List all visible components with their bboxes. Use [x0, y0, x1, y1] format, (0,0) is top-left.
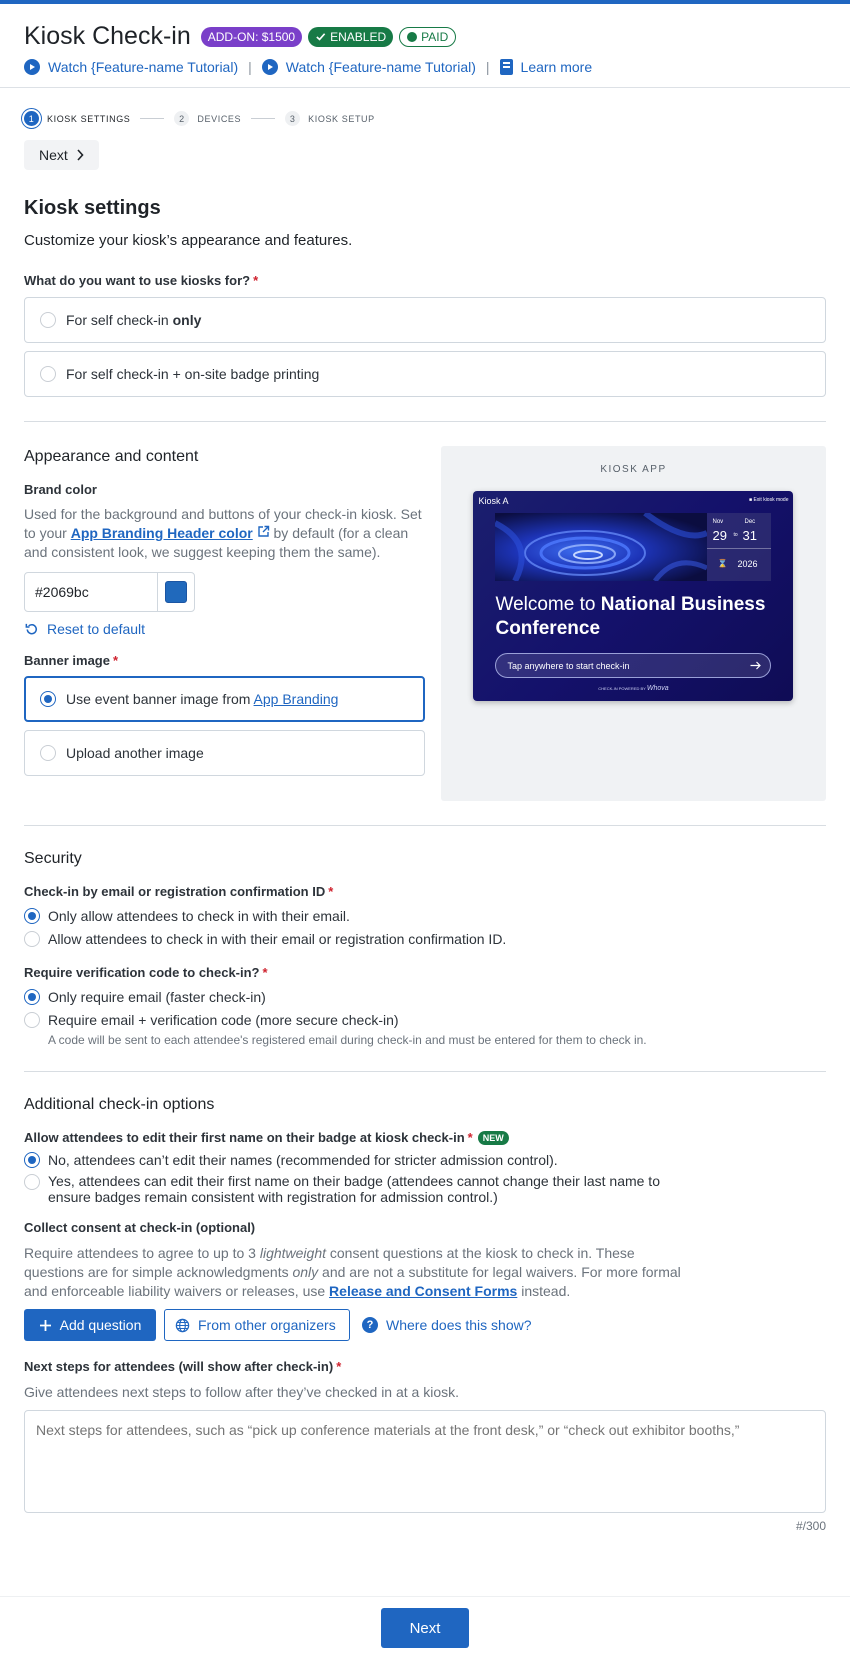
- step-number: 3: [285, 111, 300, 126]
- kiosk-powered-by: [473, 685, 793, 692]
- page-footer: [0, 1596, 850, 1663]
- header-links: [24, 59, 826, 75]
- chevron-right-icon: [76, 149, 84, 161]
- link-separator: |: [248, 59, 252, 75]
- kiosk-settings-title: Kiosk settings: [24, 197, 161, 219]
- from-other-organizers-button[interactable]: [164, 1309, 350, 1341]
- appearance-section: [24, 446, 826, 801]
- paid-badge-label: PAID: [421, 29, 449, 44]
- radio-button[interactable]: [40, 312, 56, 328]
- banner-label-text: Banner image: [24, 653, 110, 668]
- exit-kiosk-mode: [749, 497, 788, 503]
- use-question-label: [24, 273, 826, 288]
- verify-helper-text: A code will be sent to each attendee's registered email during check-in and must be entered for them to check in.: [48, 1033, 647, 1047]
- powered-by-brand: Whova: [646, 685, 669, 692]
- radio-button[interactable]: [40, 366, 56, 382]
- banner-option-1-label: [66, 691, 338, 707]
- verify-option-2-label: Require email + verification code (more secure check-in): [48, 1012, 399, 1028]
- lock-icon: ■: [749, 497, 753, 503]
- required-mark: *: [262, 965, 268, 980]
- paid-dot-icon: [407, 32, 417, 42]
- end-month: Dec: [744, 519, 756, 525]
- kiosk-event-dates: [707, 513, 771, 581]
- next-steps-label: [24, 1359, 826, 1374]
- help-icon: ?: [362, 1317, 378, 1333]
- character-counter: #/300: [795, 1519, 826, 1533]
- kiosk-preview-panel: [441, 446, 826, 801]
- edit-option-1-label: No, attendees can’t edit their names (recommended for stricter admission control).: [48, 1152, 558, 1168]
- add-question-button[interactable]: [24, 1309, 156, 1341]
- add-question-label: Add question: [59, 1317, 142, 1333]
- divider: [24, 421, 826, 422]
- tutorial-link-2-label: Watch {Feature-name Tutorial): [285, 59, 476, 75]
- radio-button-checked[interactable]: [24, 908, 40, 924]
- globe-icon: [175, 1318, 190, 1333]
- end-day: 31: [742, 528, 757, 543]
- brand-color-description: [24, 505, 425, 562]
- divider: [24, 825, 826, 826]
- next-steps-description: Give attendees next steps to follow after they’ve checked in at a kiosk.: [24, 1384, 460, 1400]
- consent-text-2: consent questions at the kiosk to check in. These questions are for simple acknowledgments: [24, 1245, 635, 1280]
- edit-name-label: [24, 1130, 826, 1145]
- link-separator: |: [485, 59, 490, 75]
- exit-kiosk-label: Exit kiosk mode: [753, 497, 789, 503]
- use-option-1-prefix: For self check-in: [66, 312, 173, 328]
- edit-option-no[interactable]: [24, 1152, 826, 1168]
- main-content: [0, 111, 850, 1533]
- verify-option-1-label: Only require email (faster check-in): [48, 989, 266, 1005]
- app-branding-link[interactable]: App Branding: [253, 691, 339, 707]
- step-connector: [251, 118, 275, 119]
- welcome-event-name: National Business Conference: [495, 594, 766, 639]
- banner-image-label: [24, 653, 425, 668]
- brand-color-picker: [24, 572, 195, 612]
- radio-button[interactable]: [24, 1012, 40, 1028]
- start-day: 29: [712, 528, 727, 543]
- tutorial-link-2[interactable]: [262, 59, 476, 75]
- banner-option-1-prefix: Use event banner image from: [66, 691, 254, 707]
- enabled-badge: [308, 27, 393, 47]
- verify-option-email-only[interactable]: [24, 989, 826, 1005]
- consent-italic-2: only: [292, 1264, 319, 1280]
- plus-icon: [39, 1319, 52, 1332]
- step-connector: [140, 118, 164, 119]
- tap-to-start-label: Tap anywhere to start check-in: [507, 660, 630, 671]
- verify-option-email-code[interactable]: [24, 1012, 826, 1028]
- use-question-text: What do you want to use kiosks for?: [24, 273, 251, 288]
- appearance-title: Appearance and content: [24, 448, 199, 465]
- edit-option-yes[interactable]: [24, 1173, 826, 1205]
- step-number: 1: [24, 111, 39, 126]
- release-consent-forms-link[interactable]: Release and Consent Forms: [329, 1283, 518, 1299]
- consent-text-4: instead.: [517, 1283, 571, 1299]
- radio-button-checked[interactable]: [24, 1152, 40, 1168]
- required-mark: *: [336, 1359, 342, 1374]
- step-label: KIOSK SETTINGS: [47, 113, 131, 124]
- play-circle-icon: [24, 59, 40, 75]
- banner-option-2-label: Upload another image: [66, 745, 204, 761]
- radio-button-checked[interactable]: [24, 989, 40, 1005]
- kiosk-preview-screen: [473, 491, 793, 701]
- kiosk-name: Kiosk A: [478, 496, 509, 506]
- checkin-option-2-label: Allow attendees to check in with their email or registration confirmation ID.: [48, 931, 507, 947]
- verification-text: Require verification code to check-in?: [24, 965, 260, 980]
- use-option-checkin-only[interactable]: [24, 297, 826, 343]
- kiosk-settings-subtitle: Customize your kiosk’s appearance and features.: [24, 232, 353, 249]
- hourglass-icon: ⌛: [717, 559, 728, 568]
- new-badge: NEW: [478, 1131, 509, 1145]
- reset-label: Reset to default: [47, 621, 146, 637]
- checkin-option-email-or-id[interactable]: [24, 931, 826, 947]
- color-swatch-button[interactable]: [158, 573, 194, 611]
- kiosk-welcome-text: [495, 593, 785, 641]
- banner-option-upload[interactable]: [24, 730, 425, 776]
- date-divider: [707, 548, 771, 549]
- consent-actions: [24, 1309, 826, 1341]
- use-option-1-label: [66, 312, 201, 328]
- tutorial-link-1-label: Watch {Feature-name Tutorial): [48, 59, 239, 75]
- banner-option-app-branding[interactable]: [24, 676, 425, 722]
- use-option-1-bold: only: [172, 312, 202, 328]
- use-option-2-label: For self check-in + on-site badge printing: [66, 366, 320, 382]
- radio-button[interactable]: [40, 745, 56, 761]
- step-kiosk-settings[interactable]: [24, 111, 130, 126]
- required-mark: *: [328, 884, 334, 899]
- radio-button-checked[interactable]: [40, 691, 56, 707]
- brand-desc-text-1: Used for the background and buttons of your check-in kiosk. Set to your: [24, 506, 422, 541]
- step-number: 2: [174, 111, 189, 126]
- page-title: Kiosk Check-in: [24, 22, 191, 50]
- kiosk-banner-image: [495, 513, 707, 581]
- verification-label: [24, 965, 826, 980]
- step-label: DEVICES: [197, 113, 242, 124]
- step-label: KIOSK SETUP: [308, 113, 375, 124]
- use-option-badge-printing[interactable]: [24, 351, 826, 397]
- reset-to-default-link[interactable]: [24, 621, 425, 637]
- stepper: [24, 111, 826, 126]
- enabled-badge-label: ENABLED: [330, 29, 387, 44]
- next-steps-text: Next steps for attendees (will show after check-in): [24, 1359, 334, 1374]
- checkin-option-1-label: Only allow attendees to check in with their email.: [48, 908, 350, 924]
- date-to: to: [733, 532, 738, 538]
- appearance-form: [24, 446, 425, 801]
- checkin-method-label: [24, 884, 826, 899]
- edit-name-text: Allow attendees to edit their first name on their badge at kiosk check-in: [24, 1130, 465, 1145]
- consent-text-3: and are not a substitute for legal waivers. For more formal and enforceable liability waivers or releases, use: [24, 1264, 681, 1299]
- start-month: Nov: [712, 519, 724, 525]
- additional-options-title: Additional check-in options: [24, 1096, 215, 1113]
- next-button-top[interactable]: [24, 140, 99, 170]
- from-organizers-label: From other organizers: [198, 1317, 336, 1333]
- event-year: 2026: [737, 559, 758, 569]
- color-swatch: [165, 581, 187, 603]
- where-does-this-show-link[interactable]: [362, 1317, 532, 1333]
- consent-description: [24, 1244, 684, 1301]
- checkin-option-email-only[interactable]: [24, 908, 826, 924]
- reset-icon: [24, 622, 39, 637]
- title-row: [24, 22, 826, 51]
- step-devices[interactable]: [174, 111, 241, 126]
- kiosk-preview-label: KIOSK APP: [600, 464, 667, 475]
- checkin-method-text: Check-in by email or registration confirmation ID: [24, 884, 326, 899]
- play-circle-icon: [262, 59, 278, 75]
- tutorial-link-1[interactable]: [24, 59, 238, 75]
- consent-text-1: Require attendees to agree to up to 3: [24, 1245, 260, 1261]
- consent-title: Collect consent at check-in (optional): [24, 1220, 256, 1235]
- check-icon: [315, 31, 326, 42]
- divider: [24, 1071, 826, 1072]
- powered-by-text: CHECK-IN POWERED BY: [598, 686, 646, 691]
- next-button-bottom[interactable]: Next: [381, 1608, 469, 1648]
- external-link-icon[interactable]: [257, 525, 270, 538]
- required-mark: *: [467, 1130, 473, 1145]
- next-button-label: Next: [39, 147, 68, 163]
- radio-button[interactable]: [24, 931, 40, 947]
- where-show-label: Where does this show?: [386, 1317, 532, 1333]
- arrow-right-icon: [750, 661, 761, 670]
- book-icon: [500, 59, 513, 75]
- brand-color-label: Brand color: [24, 482, 97, 497]
- welcome-prefix: Welcome to: [495, 594, 601, 615]
- consent-italic-1: lightweight: [259, 1245, 326, 1261]
- brand-desc-text-2: by default (for a clean and consistent look, we suggest keeping them the same).: [24, 525, 409, 560]
- learn-more-link[interactable]: [500, 59, 593, 75]
- app-branding-header-link[interactable]: App Branding Header color: [70, 525, 253, 541]
- step-kiosk-setup[interactable]: [285, 111, 375, 126]
- learn-more-label: Learn more: [520, 59, 593, 75]
- radio-button[interactable]: [24, 1174, 40, 1190]
- required-mark: *: [253, 273, 259, 288]
- next-steps-textarea[interactable]: [24, 1410, 826, 1513]
- paid-badge: [399, 27, 456, 47]
- addon-badge: ADD-ON: $1500: [201, 27, 302, 47]
- brand-color-input[interactable]: [25, 573, 158, 611]
- page-header: [0, 4, 850, 88]
- kiosk-tap-bar: [495, 653, 771, 678]
- security-title: Security: [24, 850, 82, 867]
- edit-option-2-label: Yes, attendees can edit their first name on their badge (attendees cannot change their last name to ensure badges remain consistent with registration for admission control.): [48, 1173, 660, 1205]
- required-mark: *: [112, 653, 119, 668]
- banner-swirl-graphic: [495, 513, 707, 581]
